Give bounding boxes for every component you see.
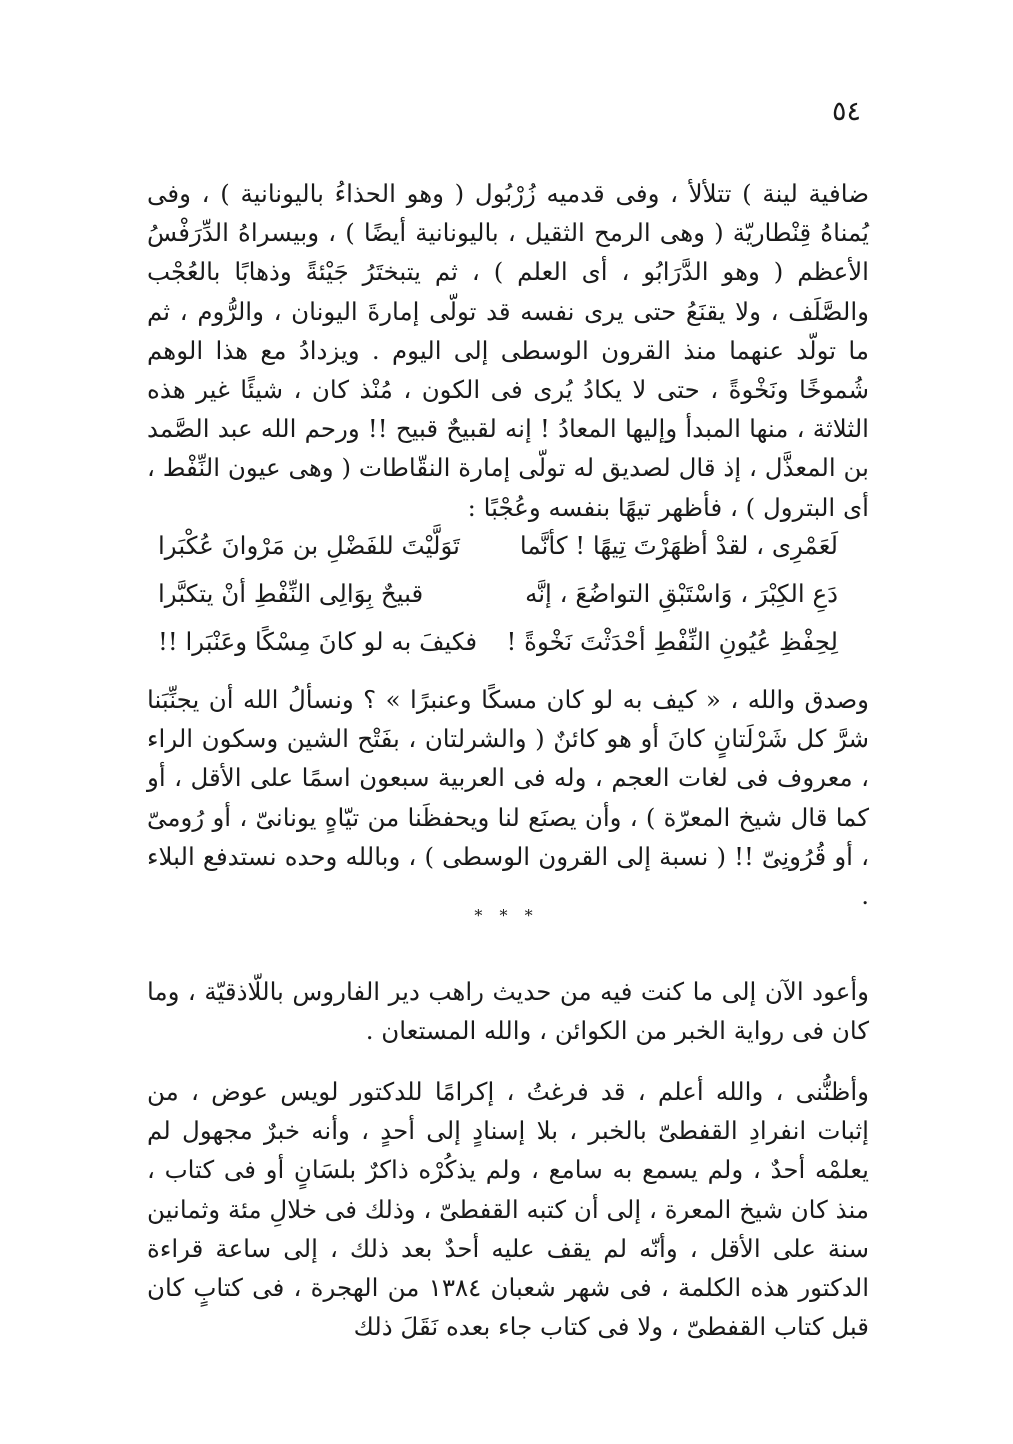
poem <box>158 522 838 666</box>
section-divider: * * * <box>474 906 539 925</box>
verse-first-hemistich: دَعِ الكِبْرَ ، وَاسْتَبْقِ التواضُعَ ، إنَّه <box>525 579 838 608</box>
paragraph-4 <box>147 1072 869 1346</box>
paragraph-2-text: وصدق والله ، « كيف به لو كان مسكًا وعنبرًا » ؟ ونسألُ الله أن يجنِّبَنا شرَّ كل شَرْلَتانٍ كانَ أو هو كائنٌ ( والشرلتان ، بفَتْح الشين وسكون الراء ، معروف فى لغات العجم ، وله فى العربية سبعون اسمًا على الأقل ، أو كما قال شيخ المعرّة ) ، وأن يصنَع لنا ويحفظَنا من تيّاهٍ يونانىّ ، أو رُومىّ ، أو قُرُونِىّ !! ( نسبة إلى القرون الوسطى ) ، وبالله وحده نستدفع البلاء . <box>147 685 869 911</box>
verse-first-hemistich: لِحِفْظِ عُيُونِ النِّفْطِ أحْدَثْتَ نَخْوةً ! <box>506 627 838 656</box>
verse-line <box>158 522 838 570</box>
paragraph-1-text: ضافية لينة ) تتلألأ ، وفى قدميه زُرْبُول ( وهو الحذاءُ باليونانية ) ، وفى يُمناهُ قِنْطاريّة ( وهى الرمح الثقيل ، باليونانية أيضًا ) ، وبيسراهُ الدِّرَفْسُ الأعظم ( وهو الدَّرَابُو ، أى العلم ) ، ثم يتبختَرُ جَيْئةً وذهابًا بالعُجْب والصَّلَف ، ولا يقنَعُ حتى يرى نفسه قد تولّى إمارةَ اليونان ، والرُّوم ، ثم ما تولّد عنهما منذ القرون الوسطى إلى اليوم . ويزدادُ مع هذا الوهم شُموخًا ونَخْوةً ، حتى لا يكادُ يُرى فى الكون ، مُنْذ كان ، شيئًا غير هذه الثلاثة ، منها المبدأ وإليها المعادُ ! إنه لقبيحٌ قبيح !! ورحم الله عبد الصَّمد بن المعذَّل ، إذ قال لصديق له تولّى إمارة النقّاطات ( وهى عيون النِّفْط ، أى البترول ) ، فأظهر تيهًا بنفسه وعُجْبًا : <box>147 179 869 522</box>
paragraph-4-text: وأظنُّنى ، والله أعلم ، قد فرغتُ ، إكرامًا للدكتور لويس عوض ، من إثبات انفرادِ القفطىّ بالخبر ، بلا إسنادٍ إلى أحدٍ ، وأنه خبرٌ مجهول لم يعلمْه أحدٌ ، ولم يسمع به سامع ، ولم يذكُرْه ذاكرٌ بلسَانٍ أو فى كتاب ، منذ كان شيخ المعرة ، إلى أن كتبه القفطىّ ، وذلك فى خلالِ مئة وثمانين سنة على الأقل ، وأنّه لم يقف عليه أحدٌ بعد ذلك ، إلى ساعة قراءة الدكتور هذه الكلمة ، فى شهر شعبان ١٣٨٤ من الهجرة ، فى كتابٍ كان قبل كتاب القفطىّ ، ولا فى كتاب جاء بعده نَقَلَ ذلك <box>147 1077 869 1342</box>
verse-line <box>158 570 838 618</box>
paragraph-3 <box>147 972 869 1050</box>
paragraph-1 <box>147 174 869 527</box>
paragraph-2 <box>147 680 869 915</box>
paragraph-3-text: وأعود الآن إلى ما كنت فيه من حديث راهب دير الفاروس باللّاذقيّة ، وما كان فى رواية الخبر من الكوائن ، والله المستعان . <box>147 977 869 1046</box>
verse-second-hemistich: قبيحٌ بِوَالِى النِّفْطِ أنْ يتكبَّرا <box>158 579 424 608</box>
verse-second-hemistich: تَوَلَّيْتَ للفَضْلِ بن مَرْوانَ عُكْبَرا <box>158 531 460 560</box>
verse-first-hemistich: لَعَمْرِى ، لقدْ أظهَرْتَ تِيهًا ! كأنَّما <box>519 531 838 560</box>
verse-line <box>158 618 838 666</box>
page-number: ٥٤ <box>831 96 861 127</box>
verse-second-hemistich: فكيفَ به لو كانَ مِسْكًا وعَنْبَرا !! <box>158 627 478 656</box>
